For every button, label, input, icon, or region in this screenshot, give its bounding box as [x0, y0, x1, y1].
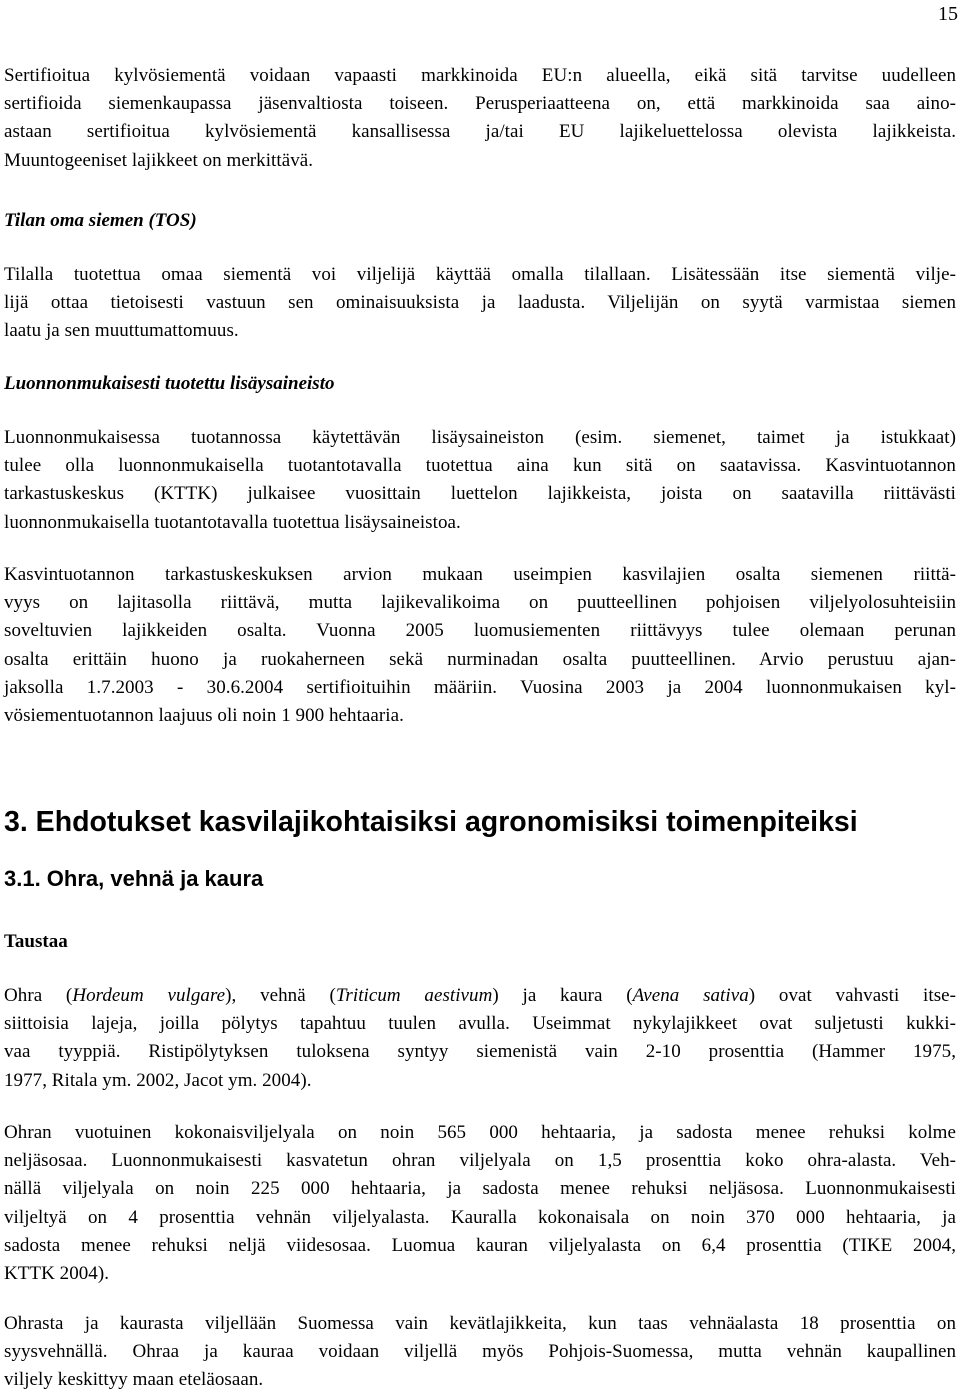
paragraph-certified-seed [4, 62, 956, 175]
text-line: siittoisia lajeja, joilla pölytys tapahtuu tuulen avulla. Useimmat nykylajikkeet ovat suljetusti kukki- [4, 1013, 956, 1035]
text-line: laatu ja sen muuttumattomuus. [4, 320, 239, 342]
text-line-species [4, 982, 956, 1010]
text-line: jaksolla 1.7.2003 - 30.6.2004 sertifioituihin määriin. Vuosina 2003 ja 2004 luonnonmukaisen kyl- [4, 676, 956, 698]
text-line: neljäsosaa. Luonnonmukaisesti kasvatetun ohran viljelyala on 1,5 prosenttia koko ohra-alasta. Veh- [4, 1150, 956, 1172]
text-line: tulee olla luonnonmukaisella tuotantotavalla tuotettua aina kun sitä on saatavissa. Kasvintuotannon [4, 455, 956, 477]
paragraph-seed-sufficiency [4, 561, 956, 730]
text-line: sadosta menee rehuksi neljä viidesosaa. Luomua kauran viljelyalasta on 6,4 prosenttia (TIKE 2004, [4, 1234, 956, 1256]
text-line: astaan sertifioitua kylvösiementä kansallisessa ja/tai EU lajikeluettelossa olevista lajikkeista. [4, 121, 956, 143]
text-line: Sertifioitua kylvösiementä voidaan vapaasti markkinoida EU:n alueella, eikä sitä tarvitse uudelleen [4, 65, 956, 86]
text-line: sertifioida siemenkaupassa jäsenvaltiosta toiseen. Perusperiaatteena on, että markkinoida saa aino- [4, 93, 956, 115]
text-line: vaa tyyppiä. Ristipölytyksen tuloksena syntyy siemenistä vain 2-10 prosenttia (Hammer 1975, [4, 1041, 956, 1063]
text-line: Muuntogeeniset lajikkeet on merkittävä. [4, 149, 314, 171]
paragraph-spring-varieties [4, 1310, 956, 1395]
paragraph-organic-propagation [4, 424, 956, 537]
latin-name-avena: Avena sativa [632, 985, 749, 1006]
subheading-farm-saved-seed: Tilan oma siemen (TOS) [4, 210, 197, 231]
text-line: Ohran vuotuinen kokonaisviljelyala on noin 565 000 hehtaaria, ja sadosta menee rehuksi kolme [4, 1122, 956, 1143]
section-heading-3: 3. Ehdotukset kasvilajikohtaisiksi agronomisiksi toimenpiteiksi [4, 806, 858, 838]
subheading-background: Taustaa [4, 931, 68, 952]
section-heading-3-1: 3.1. Ohra, vehnä ja kaura [4, 866, 264, 891]
text-line: vyys on lajitasolla riittävä, mutta lajikevalikoima on puutteellinen pohjoisen viljelyolosuhteisiin [4, 592, 956, 614]
text-line: vösiementuotannon laajuus oli noin 1 900 hehtaaria. [4, 705, 404, 727]
text-line: 1977, Ritala ym. 2002, Jacot ym. 2004). [4, 1069, 312, 1091]
text-line: osalta erittäin huono ja ruokaherneen sekä nurminadan osalta puutteellinen. Arvio perustuu ajan- [4, 648, 956, 670]
page-number: 15 [938, 3, 958, 25]
text-line: syysvehnällä. Ohraa ja kauraa voidaan viljellä myös Pohjois-Suomessa, mutta vehnän kaupallinen [4, 1341, 956, 1363]
text-fragment: ), vehnä ( [225, 985, 336, 1006]
text-line: Kasvintuotannon tarkastuskeskuksen arvion mukaan useimpien kasvilajien osalta siemenen riittä- [4, 564, 956, 585]
text-line: KTTK 2004). [4, 1263, 110, 1285]
text-line: Ohrasta ja kaurasta viljellään Suomessa vain kevätlajikkeita, kun taas vehnäalasta 18 prosenttia on [4, 1313, 956, 1334]
subheading-organic-propagation: Luonnonmukaisesti tuotettu lisäysaineisto [4, 373, 335, 394]
text-line: Tilalla tuotettua omaa siementä voi viljelijä käyttää omalla tilallaan. Lisätessään itse siementä vilje- [4, 264, 956, 285]
text-line: viljeltyä on 4 prosenttia vehnän viljelyalasta. Kauralla kokonaisala on noin 370 000 hehtaaria, ja [4, 1206, 956, 1228]
latin-name-triticum: Triticum aestivum [335, 985, 493, 1006]
paragraph-background [4, 982, 956, 1095]
text-line: soveltuvien lajikkeiden osalta. Vuonna 2005 luomusiementen riittävyys tulee olemaan perunan [4, 620, 956, 642]
text-fragment: ) ja kaura ( [492, 985, 633, 1006]
text-line: Luonnonmukaisessa tuotannossa käytettävän lisäysaineiston (esim. siemenet, taimet ja istukkaat) [4, 427, 956, 448]
text-line: tarkastuskeskus (KTTK) julkaisee vuosittain luettelon lajikkeista, joista on saatavilla riittävästi [4, 483, 956, 505]
text-line: nällä viljelyala on noin 225 000 hehtaaria, ja sadosta menee rehuksi neljäsosa. Luonnonmukaisesti [4, 1178, 956, 1200]
text-line: luonnonmukaisella tuotantotavalla tuotettua lisäysaineistoa. [4, 511, 461, 533]
text-fragment: Ohra ( [4, 985, 73, 1006]
paragraph-farm-saved-seed [4, 261, 956, 346]
text-line: viljely keskittyy maan eteläosaan. [4, 1369, 264, 1391]
text-line: lijä ottaa tietoisesti vastuun sen ominaisuuksista ja laadusta. Viljelijän on syytä varmistaa siemen [4, 292, 956, 314]
text-fragment: ) ovat vahvasti itse- [748, 985, 956, 1006]
paragraph-cultivation-area [4, 1119, 956, 1288]
latin-name-hordeum: Hordeum vulgare [72, 985, 226, 1006]
